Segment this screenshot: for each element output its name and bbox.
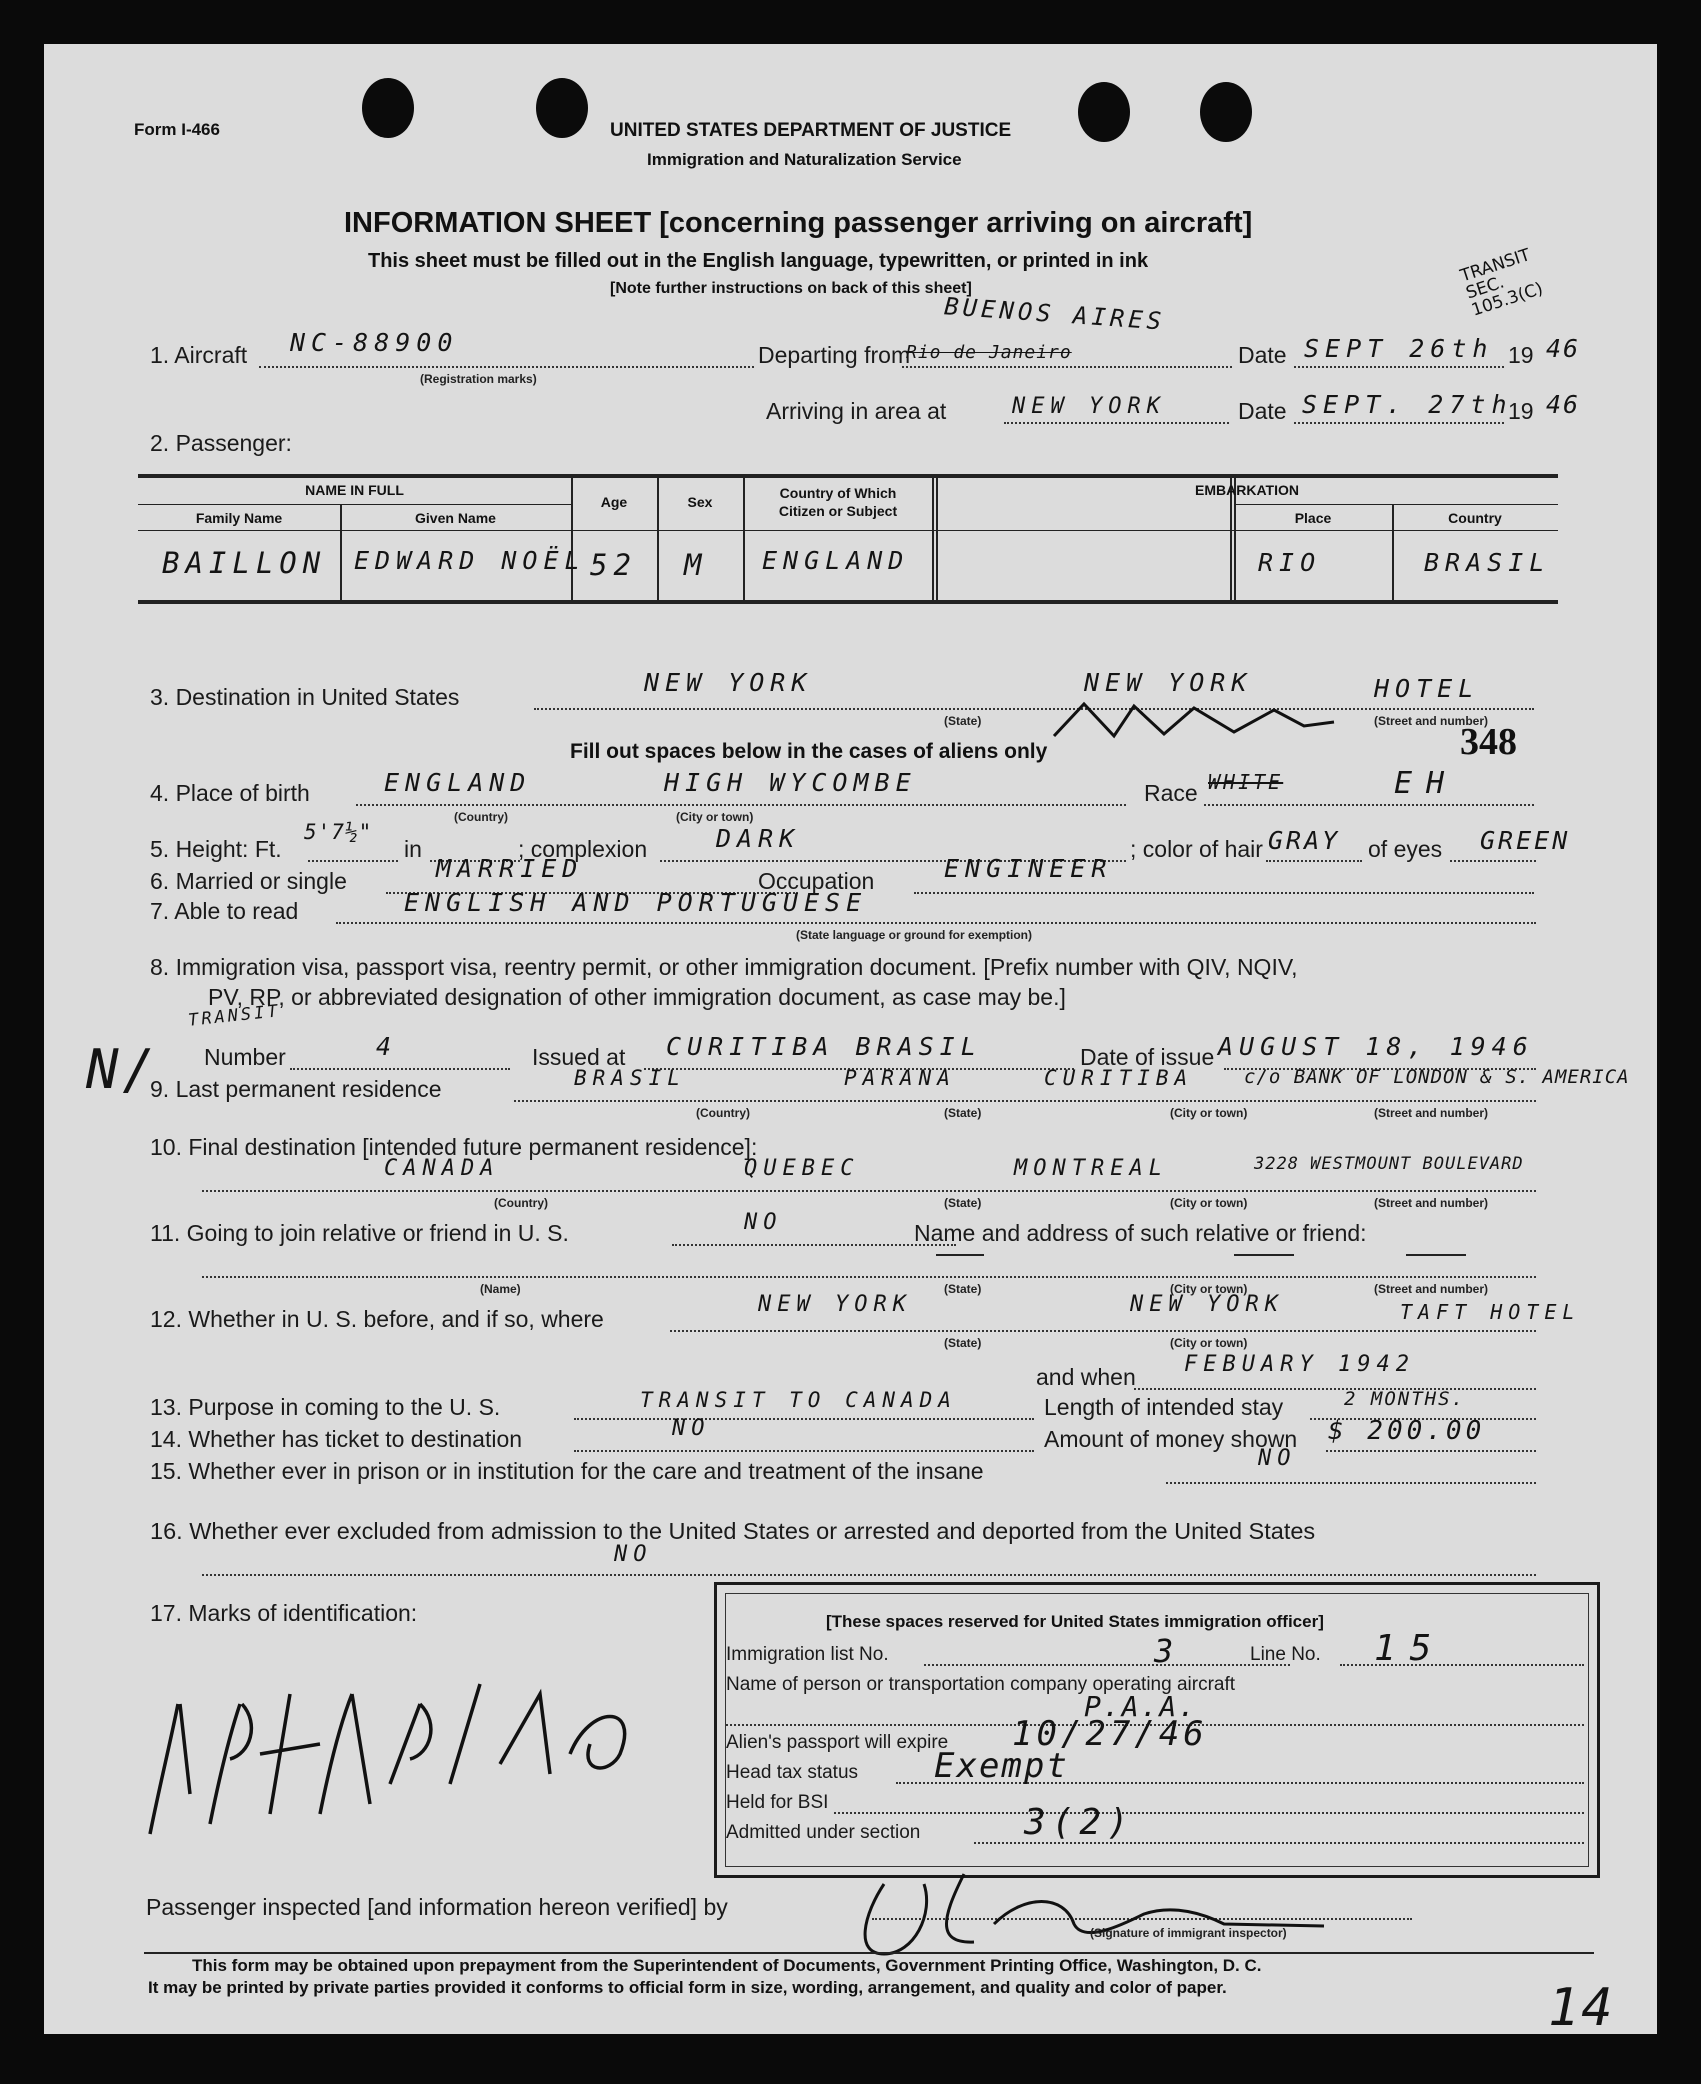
city-caption: (City or town) bbox=[1170, 1196, 1248, 1210]
q15-label: 15. Whether ever in prison or in institution for the care and treatment of the insane bbox=[150, 1458, 984, 1484]
sex-value: M bbox=[684, 548, 708, 582]
final-city: MONTREAL bbox=[1014, 1156, 1168, 1181]
country-caption: (Country) bbox=[454, 810, 508, 824]
line-label: Line No. bbox=[1250, 1644, 1321, 1665]
issued-value: CURITIBA BRASIL bbox=[666, 1032, 982, 1061]
q5-label: 5. Height: Ft. bbox=[150, 836, 282, 862]
money-label: Amount of money shown bbox=[1044, 1426, 1298, 1452]
height-value: 5'7½" bbox=[304, 820, 373, 844]
operator-label: Name of person or transportation company operating aircraft bbox=[726, 1674, 1236, 1695]
aircraft-value: NC-88900 bbox=[290, 328, 459, 357]
language-caption: (State language or ground for exemption) bbox=[796, 928, 1033, 942]
complexion-value: DARK bbox=[716, 824, 801, 853]
punch-hole bbox=[536, 78, 588, 138]
departing-value: BUENOS AIRES bbox=[943, 292, 1167, 336]
birth-country: ENGLAND bbox=[384, 768, 532, 797]
q4-label: 4. Place of birth bbox=[150, 780, 310, 806]
complexion-label: ; complexion bbox=[518, 836, 648, 862]
state-caption: (State) bbox=[944, 1282, 982, 1296]
q6-label: 6. Married or single bbox=[150, 868, 347, 894]
q8-line1: 8. Immigration visa, passport visa, reentry permit, or other immigration document. [Prefix number with QIV, NQIV, bbox=[150, 954, 1298, 980]
country-citizen-header: Country of Which Citizen or Subject bbox=[778, 485, 898, 519]
street-caption: (Street and number) bbox=[1374, 1282, 1489, 1296]
q8-prefix: TRANSIT bbox=[187, 1001, 282, 1031]
residence-country: BRASIL bbox=[574, 1066, 686, 1090]
emb-place-value: RIO bbox=[1258, 548, 1322, 577]
birth-city: HIGH WYCOMBE bbox=[664, 768, 917, 797]
join-answer: NO bbox=[744, 1210, 783, 1235]
city-caption: (City or town) bbox=[676, 810, 754, 824]
occupation-label: Occupation bbox=[758, 868, 875, 894]
departing-label: Departing from bbox=[758, 342, 911, 368]
aliens-only-note: Fill out spaces below in the cases of aliens only bbox=[570, 740, 1048, 763]
punch-hole bbox=[1200, 82, 1252, 142]
depart-date-value: SEPT 26th bbox=[1304, 334, 1494, 363]
dest-street: HOTEL bbox=[1374, 674, 1480, 703]
name-in-full-header: NAME IN FULL bbox=[305, 482, 404, 498]
family-name-header: Family Name bbox=[195, 510, 283, 526]
ticket-answer: NO bbox=[672, 1416, 711, 1441]
race-struck: WHITE bbox=[1208, 770, 1284, 794]
arrive-year-prefix: 19 bbox=[1508, 398, 1534, 424]
given-name-value: EDWARD NOËL bbox=[354, 546, 586, 575]
passport-label: Alien's passport will expire bbox=[726, 1732, 949, 1753]
before-city: NEW YORK bbox=[1130, 1292, 1284, 1317]
street-caption: (Street and number) bbox=[1374, 1196, 1489, 1210]
final-street: 3228 WESTMOUNT BOULEVARD bbox=[1254, 1154, 1524, 1174]
arriving-label: Arriving in area at bbox=[766, 398, 947, 424]
in-label: in bbox=[404, 836, 422, 862]
race-value: EH bbox=[1394, 766, 1459, 801]
place-header: Place bbox=[1294, 510, 1332, 526]
transit-stamp: TRANSIT SEC. 105.3(C) bbox=[1458, 245, 1546, 321]
stay-label: Length of intended stay bbox=[1044, 1394, 1284, 1420]
line-value: 15 bbox=[1374, 1628, 1446, 1669]
age-header: Age bbox=[600, 494, 628, 510]
passport-value: 10/27/46 bbox=[1012, 1714, 1208, 1754]
q1-label: 1. Aircraft bbox=[150, 342, 248, 368]
admitted-value: 3(2) bbox=[1024, 1802, 1135, 1843]
when-value: FEBUARY 1942 bbox=[1184, 1352, 1415, 1377]
street-caption: (Street and number) bbox=[1374, 1106, 1489, 1120]
arriving-value: NEW YORK bbox=[1012, 394, 1166, 419]
margin-mark: N/ bbox=[86, 1038, 160, 1101]
state-caption: (State) bbox=[944, 1336, 982, 1350]
citizen-value: ENGLAND bbox=[762, 546, 910, 575]
page-number: 14 bbox=[1548, 1978, 1615, 2038]
embarkation-header: EMBARKATION bbox=[1195, 482, 1299, 498]
admitted-label: Admitted under section bbox=[726, 1822, 921, 1843]
depart-year: 46 bbox=[1546, 334, 1581, 363]
sex-header: Sex bbox=[687, 494, 713, 510]
registration-caption: (Registration marks) bbox=[420, 372, 537, 386]
dest-city: NEW YORK bbox=[1084, 668, 1253, 697]
headtax-value: Exempt bbox=[934, 1746, 1069, 1786]
q11-label: 11. Going to join relative or friend in U. S. bbox=[150, 1220, 569, 1246]
headtax-label: Head tax status bbox=[726, 1762, 859, 1783]
issued-label: Issued at bbox=[532, 1044, 626, 1070]
issue-date-value: AUGUST 18, 1946 bbox=[1218, 1032, 1534, 1061]
prison-answer: NO bbox=[1258, 1446, 1297, 1471]
departing-struck: Rio de Janeiro bbox=[906, 342, 1072, 363]
q13-label: 13. Purpose in coming to the U. S. bbox=[150, 1394, 501, 1420]
city-caption: (City or town) bbox=[1170, 1106, 1248, 1120]
bsi-label: Held for BSI bbox=[726, 1792, 829, 1813]
when-label: and when bbox=[1036, 1364, 1136, 1390]
punch-hole bbox=[362, 78, 414, 138]
issue-date-label: Date of issue bbox=[1080, 1044, 1215, 1070]
state-caption: (State) bbox=[944, 1196, 982, 1210]
eyes-label: of eyes bbox=[1368, 836, 1443, 862]
country-caption: (Country) bbox=[696, 1106, 750, 1120]
street-caption: (Street and number) bbox=[1374, 714, 1489, 728]
signature-caption: (Signature of immigrant inspector) bbox=[1090, 1926, 1287, 1940]
q8-line2: PV, RP, or abbreviated designation of other immigration document, as case may be.] bbox=[208, 984, 1066, 1010]
inspector-signature bbox=[824, 1854, 1384, 1964]
arrive-date-value: SEPT. 27th bbox=[1302, 390, 1513, 419]
languages-value: ENGLISH AND PORTUGUESE bbox=[404, 888, 868, 917]
occupation-value: ENGINEER bbox=[944, 854, 1113, 883]
depart-year-prefix: 19 bbox=[1508, 342, 1534, 368]
arrive-year: 46 bbox=[1546, 390, 1581, 419]
footer-line2: It may be printed by private parties provided it conforms to official form in size, wording, arrangement, and quality and color of paper. bbox=[148, 1978, 1227, 1997]
emb-country-value: BRASIL bbox=[1424, 548, 1551, 577]
list-value: 3 bbox=[1154, 1632, 1180, 1670]
before-state: NEW YORK bbox=[758, 1292, 912, 1317]
document-number: 4 bbox=[376, 1032, 398, 1061]
officer-box-title: [These spaces reserved for United States immigration officer] bbox=[826, 1612, 1324, 1631]
marital-value: MARRIED bbox=[436, 854, 584, 883]
q14-label: 14. Whether has ticket to destination bbox=[150, 1426, 523, 1452]
q7-label: 7. Able to read bbox=[150, 898, 299, 924]
residence-street: c/o BANK OF LONDON & S. AMERICA bbox=[1244, 1066, 1630, 1088]
q2-label: 2. Passenger: bbox=[150, 430, 292, 456]
dest-state: NEW YORK bbox=[644, 668, 813, 697]
city-caption: (City or town) bbox=[1170, 1336, 1248, 1350]
final-country: CANADA bbox=[384, 1156, 500, 1181]
money-value: $ 200.00 bbox=[1328, 1416, 1486, 1446]
state-caption: (State) bbox=[944, 1106, 982, 1120]
before-street: TAFT HOTEL bbox=[1400, 1300, 1581, 1324]
q10-label: 10. Final destination [intended future permanent residence]: bbox=[150, 1134, 758, 1160]
struck-out-scribble bbox=[1044, 696, 1344, 746]
footer-line1: This form may be obtained upon prepayment from the Superintendent of Documents, Government Printing Office, Washington, D. C. bbox=[192, 1956, 1262, 1975]
final-state: QUEBEC bbox=[744, 1156, 860, 1181]
depart-date-label: Date bbox=[1238, 342, 1287, 368]
punch-hole bbox=[1078, 82, 1130, 142]
relative-label: Name and address of such relative or friend: bbox=[914, 1220, 1367, 1246]
country-caption: (Country) bbox=[494, 1196, 548, 1210]
name-caption: (Name) bbox=[480, 1282, 521, 1296]
identification-handwriting bbox=[120, 1664, 700, 1854]
residence-city: CURITIBA bbox=[1044, 1066, 1194, 1090]
q9-label: 9. Last permanent residence bbox=[150, 1076, 442, 1102]
q3-label: 3. Destination in United States bbox=[150, 684, 460, 710]
state-caption: (State) bbox=[944, 714, 982, 728]
residence-state: PARANA bbox=[844, 1066, 956, 1090]
note: [Note further instructions on back of this sheet] bbox=[610, 280, 972, 297]
purpose-value: TRANSIT TO CANADA bbox=[640, 1388, 957, 1412]
number-label: Number bbox=[204, 1044, 286, 1070]
operator-value: P.A.A. bbox=[1084, 1690, 1198, 1723]
inspected-label: Passenger inspected [and information hereon verified] by bbox=[146, 1894, 728, 1920]
hair-label: ; color of hair bbox=[1130, 836, 1263, 862]
city-caption: (City or town) bbox=[1170, 1282, 1248, 1296]
excluded-answer: NO bbox=[614, 1542, 653, 1567]
hair-value: GRAY bbox=[1268, 826, 1341, 855]
passenger-table bbox=[138, 474, 1558, 604]
number-stamp: 348 bbox=[1460, 721, 1517, 763]
department: UNITED STATES DEPARTMENT OF JUSTICE bbox=[610, 120, 1012, 141]
emb-country-header: Country bbox=[1448, 510, 1502, 526]
document-page bbox=[44, 44, 1657, 2038]
race-label: Race bbox=[1144, 780, 1198, 806]
q17-label: 17. Marks of identification: bbox=[150, 1600, 418, 1626]
family-name-value: BAILLON bbox=[162, 546, 327, 580]
list-label: Immigration list No. bbox=[726, 1644, 889, 1665]
age-value: 52 bbox=[590, 548, 637, 582]
form-number: Form I-466 bbox=[134, 120, 220, 139]
q12-label: 12. Whether in U. S. before, and if so, where bbox=[150, 1306, 604, 1332]
eyes-value: GREEN bbox=[1480, 826, 1571, 855]
arrive-date-label: Date bbox=[1238, 398, 1287, 424]
stay-value: 2 MONTHS. bbox=[1344, 1388, 1465, 1410]
page-title: INFORMATION SHEET [concerning passenger arriving on aircraft] bbox=[344, 207, 1253, 239]
instruction: This sheet must be filled out in the English language, typewritten, or printed in ink bbox=[368, 250, 1149, 272]
q16-label: 16. Whether ever excluded from admission to the United States or arrested and deported from the United States bbox=[150, 1518, 1316, 1544]
given-name-header: Given Name bbox=[415, 510, 496, 526]
service: Immigration and Naturalization Service bbox=[647, 150, 962, 169]
